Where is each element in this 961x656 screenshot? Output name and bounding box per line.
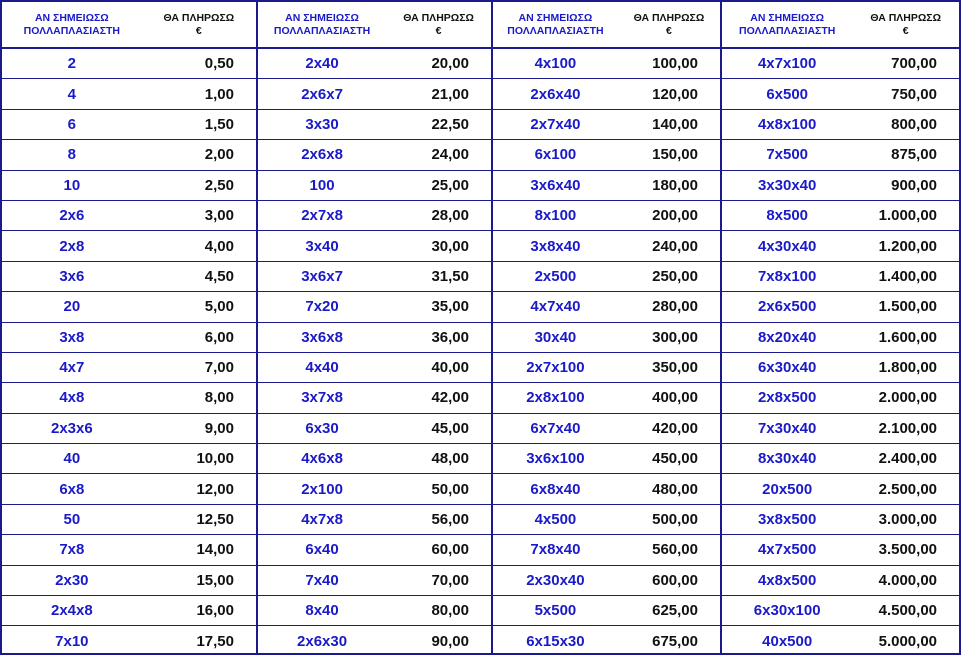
payout-cell: 5,00 <box>142 292 256 322</box>
payout-table <box>258 2 491 656</box>
payout-cell: 10,00 <box>142 444 256 474</box>
table-row <box>258 413 491 443</box>
multiplier-cell: 40 <box>2 444 142 474</box>
payout-cell: 22,50 <box>386 109 491 139</box>
table-row <box>258 474 491 504</box>
table-row <box>493 322 720 352</box>
table-row <box>2 200 256 230</box>
multiplier-cell: 6x8 <box>2 474 142 504</box>
table-row <box>493 383 720 413</box>
euro-symbol: € <box>195 24 202 37</box>
payout-cell: 8,00 <box>142 383 256 413</box>
table-row <box>258 231 491 261</box>
multiplier-cell: 2x6x30 <box>297 632 348 650</box>
table-row <box>2 48 256 79</box>
table-row <box>2 596 256 626</box>
payout-cell: 700,00 <box>852 48 959 79</box>
table-row <box>493 109 720 139</box>
table-row <box>493 48 720 79</box>
table-row <box>722 140 959 170</box>
table-row <box>722 231 959 261</box>
table-row <box>2 170 256 200</box>
multiplier-cell: 2x7x8 <box>258 200 386 230</box>
table-row <box>258 48 491 79</box>
multiplier-header-line2: ΠΟΛΛΑΠΛΑΣΙΑΣΤΗ <box>273 24 371 37</box>
multiplier-cell: 2x7x40 <box>493 109 618 139</box>
table-row <box>258 535 491 565</box>
payout-cell: 1.000,00 <box>852 200 959 230</box>
payout-column-header <box>618 2 720 48</box>
table-row <box>493 444 720 474</box>
payout-cell: 6,00 <box>142 322 256 352</box>
payout-cell: 1.500,00 <box>852 292 959 322</box>
table-row <box>722 79 959 109</box>
table-row <box>2 109 256 139</box>
multiplier-cell: 2x8x100 <box>493 383 618 413</box>
multiplier-cell: 4x7x100 <box>722 48 852 79</box>
multiplier-cell: 3x8x40 <box>493 231 618 261</box>
payout-cell: 2.400,00 <box>852 444 959 474</box>
payout-cell: 625,00 <box>618 596 720 626</box>
payout-column-header <box>142 2 256 48</box>
payout-cell: 240,00 <box>618 231 720 261</box>
payout-header-line1: ΘΑ ΠΛΗΡΩΣΩ <box>870 11 942 24</box>
multiplier-cell: 4x8 <box>2 383 142 413</box>
table-row <box>493 170 720 200</box>
multiplier-cell: 40x500 <box>762 632 813 650</box>
payout-cell: 28,00 <box>386 200 491 230</box>
multiplier-cell: 8x100 <box>493 200 618 230</box>
table-row <box>2 504 256 534</box>
multiplier-cell: 7x8x40 <box>493 535 618 565</box>
multiplier-cell: 4x7x8 <box>258 504 386 534</box>
multiplier-header-line2: ΠΟΛΛΑΠΛΑΣΙΑΣΤΗ <box>739 24 836 37</box>
multiplier-cell: 2x3x6 <box>2 413 142 443</box>
payout-section-3 <box>491 0 722 655</box>
multiplier-cell: 6x30 <box>258 413 386 443</box>
payout-cell: 40,00 <box>386 352 491 382</box>
payout-cell: 30,00 <box>386 231 491 261</box>
table-row <box>493 292 720 322</box>
payout-table <box>493 2 720 656</box>
table-row <box>493 413 720 443</box>
payout-cell: 48,00 <box>386 444 491 474</box>
payout-cell: 450,00 <box>618 444 720 474</box>
payout-column-header <box>386 2 491 48</box>
payout-cell: 350,00 <box>618 352 720 382</box>
table-row <box>493 474 720 504</box>
table-row <box>258 565 491 595</box>
payout-cell: 35,00 <box>386 292 491 322</box>
payout-cell: 150,00 <box>618 140 720 170</box>
multiplier-cell: 3x6x8 <box>258 322 386 352</box>
multiplier-cell: 4x7 <box>2 352 142 382</box>
multiplier-cell: 6x30x40 <box>722 352 852 382</box>
payout-cell: 120,00 <box>618 79 720 109</box>
payout-cell: 4,50 <box>142 261 256 291</box>
payout-cell: 14,00 <box>142 535 256 565</box>
multiplier-cell: 10 <box>2 170 142 200</box>
payout-cell: 420,00 <box>618 413 720 443</box>
payout-cell: 25,00 <box>386 170 491 200</box>
payout-cell: 3,00 <box>142 200 256 230</box>
payout-cell: 4.500,00 <box>852 596 959 626</box>
table-row <box>258 444 491 474</box>
header-row <box>258 2 491 48</box>
table-row <box>258 79 491 109</box>
payout-cell: 9,00 <box>142 413 256 443</box>
table-row <box>722 413 959 443</box>
payout-cell: 90,00 <box>431 632 469 650</box>
payout-cell: 2.100,00 <box>852 413 959 443</box>
multiplier-cell: 2x8 <box>2 231 142 261</box>
header-row <box>2 2 256 48</box>
payout-header-line1: ΘΑ ΠΛΗΡΩΣΩ <box>163 11 235 24</box>
table-row <box>722 170 959 200</box>
multiplier-cell: 4x8x100 <box>722 109 852 139</box>
table-row <box>493 535 720 565</box>
multiplier-column-header <box>2 2 142 48</box>
multiplier-cell: 8 <box>2 140 142 170</box>
table-row <box>2 261 256 291</box>
table-row <box>2 140 256 170</box>
multiplier-cell: 2x6x40 <box>493 79 618 109</box>
header-row <box>722 2 959 48</box>
payout-cell: 80,00 <box>386 596 491 626</box>
payout-header-line1: ΘΑ ΠΛΗΡΩΣΩ <box>633 11 705 24</box>
table-row <box>493 140 720 170</box>
multiplier-cell: 2 <box>2 48 142 79</box>
multiplier-cell: 2x6x500 <box>722 292 852 322</box>
payout-cell: 100,00 <box>618 48 720 79</box>
multiplier-cell: 8x40 <box>258 596 386 626</box>
multiplier-cell: 2x6 <box>2 200 142 230</box>
multiplier-cell: 6x40 <box>258 535 386 565</box>
table-row <box>722 444 959 474</box>
euro-symbol: € <box>666 24 672 37</box>
multiplier-cell: 2x40 <box>258 48 386 79</box>
table-row <box>722 109 959 139</box>
table-row <box>2 322 256 352</box>
table-row <box>258 170 491 200</box>
table-row <box>722 48 959 79</box>
table-row <box>493 504 720 534</box>
payout-cell: 4.000,00 <box>852 565 959 595</box>
payout-cell: 21,00 <box>386 79 491 109</box>
table-row <box>2 626 256 656</box>
payout-cell: 0,50 <box>142 48 256 79</box>
payout-cell: 20,00 <box>386 48 491 79</box>
payout-cell: 200,00 <box>618 200 720 230</box>
payout-section-2 <box>256 0 493 655</box>
payout-cell: 250,00 <box>618 261 720 291</box>
multiplier-header-line1: ΑΝ ΣΗΜΕΙΩΣΩ <box>285 11 359 24</box>
table-row <box>722 322 959 352</box>
table-row <box>258 626 491 656</box>
multiplier-cell: 7x40 <box>258 565 386 595</box>
multiplier-cell: 3x7x8 <box>258 383 386 413</box>
payout-cell: 16,00 <box>142 596 256 626</box>
multiplier-cell: 3x6x100 <box>493 444 618 474</box>
multiplier-cell: 6x30x100 <box>722 596 852 626</box>
table-row <box>722 200 959 230</box>
payout-cell: 3.000,00 <box>852 504 959 534</box>
multiplier-cell: 2x30 <box>2 565 142 595</box>
multiplier-cell: 2x8x500 <box>722 383 852 413</box>
multiplier-cell: 6x8x40 <box>493 474 618 504</box>
multiplier-column-header <box>493 2 618 48</box>
table-row <box>2 79 256 109</box>
table-row <box>2 231 256 261</box>
table-row <box>2 383 256 413</box>
payout-cell: 400,00 <box>618 383 720 413</box>
table-row <box>722 596 959 626</box>
multiplier-cell: 2x500 <box>493 261 618 291</box>
table-row <box>258 200 491 230</box>
multiplier-cell: 2x6x8 <box>258 140 386 170</box>
payout-cell: 800,00 <box>852 109 959 139</box>
multiplier-cell: 2x4x8 <box>2 596 142 626</box>
table-row <box>493 261 720 291</box>
euro-symbol: € <box>902 24 909 37</box>
multiplier-header-line2: ΠΟΛΛΑΠΛΑΣΙΑΣΤΗ <box>23 24 120 37</box>
table-row <box>722 352 959 382</box>
table-row <box>258 322 491 352</box>
multiplier-cell: 4x30x40 <box>722 231 852 261</box>
table-row <box>722 565 959 595</box>
payout-cell: 750,00 <box>852 79 959 109</box>
payout-cell: 17,50 <box>196 632 234 650</box>
table-row <box>2 474 256 504</box>
multiplier-header-line2: ΠΟΛΛΑΠΛΑΣΙΑΣΤΗ <box>507 24 604 37</box>
table-row <box>493 79 720 109</box>
euro-symbol: € <box>435 24 442 37</box>
multiplier-cell: 3x30 <box>258 109 386 139</box>
table-row <box>722 261 959 291</box>
multiplier-cell: 3x6x40 <box>493 170 618 200</box>
payout-cell: 1.800,00 <box>852 352 959 382</box>
multiplier-cell: 3x6 <box>2 261 142 291</box>
payout-cell: 31,50 <box>386 261 491 291</box>
payout-cell: 500,00 <box>618 504 720 534</box>
multiplier-cell: 6x100 <box>493 140 618 170</box>
payout-cell: 280,00 <box>618 292 720 322</box>
payout-cell: 560,00 <box>618 535 720 565</box>
payout-section-1 <box>0 0 258 655</box>
table-row <box>2 352 256 382</box>
payout-cell: 24,00 <box>386 140 491 170</box>
multiplier-cell: 20 <box>2 292 142 322</box>
payout-cell: 3.500,00 <box>852 535 959 565</box>
payout-cell: 12,50 <box>142 504 256 534</box>
multiplier-cell: 6x500 <box>722 79 852 109</box>
multiplier-cell: 4x6x8 <box>258 444 386 474</box>
payout-cell: 4,00 <box>142 231 256 261</box>
payout-cell: 1.400,00 <box>852 261 959 291</box>
payout-cell: 42,00 <box>386 383 491 413</box>
multiplier-header-line1: ΑΝ ΣΗΜΕΙΩΣΩ <box>34 11 109 24</box>
payout-cell: 900,00 <box>852 170 959 200</box>
table-row <box>493 596 720 626</box>
table-row <box>258 140 491 170</box>
multiplier-cell: 5x500 <box>493 596 618 626</box>
multiplier-cell: 7x20 <box>258 292 386 322</box>
multiplier-cell: 8x30x40 <box>722 444 852 474</box>
multiplier-cell: 4x100 <box>493 48 618 79</box>
payout-cell: 36,00 <box>386 322 491 352</box>
table-row <box>2 535 256 565</box>
table-row <box>258 352 491 382</box>
payout-cell: 45,00 <box>386 413 491 443</box>
multiplier-cell: 4x7x40 <box>493 292 618 322</box>
multiplier-cell: 50 <box>2 504 142 534</box>
multiplier-cell: 6x15x30 <box>526 632 585 650</box>
payout-cell: 2.500,00 <box>852 474 959 504</box>
payout-cell: 70,00 <box>386 565 491 595</box>
multiplier-cell: 7x10 <box>55 632 89 650</box>
payout-cell: 140,00 <box>618 109 720 139</box>
table-row <box>258 504 491 534</box>
payout-section-4 <box>720 0 961 655</box>
header-row <box>493 2 720 48</box>
payout-cell: 1,00 <box>142 79 256 109</box>
table-row <box>2 413 256 443</box>
multiplier-cell: 2x100 <box>258 474 386 504</box>
multiplier-cell: 4x7x500 <box>722 535 852 565</box>
multiplier-cell: 30x40 <box>493 322 618 352</box>
payout-cell: 15,00 <box>142 565 256 595</box>
table-row <box>258 261 491 291</box>
payout-header-line1: ΘΑ ΠΛΗΡΩΣΩ <box>403 11 474 24</box>
payout-cell: 600,00 <box>618 565 720 595</box>
multiplier-cell: 7x8x100 <box>722 261 852 291</box>
payout-cell: 1.600,00 <box>852 322 959 352</box>
payout-cell: 675,00 <box>652 632 698 650</box>
multiplier-cell: 4x40 <box>258 352 386 382</box>
payout-column-header <box>852 2 959 48</box>
table-row <box>2 565 256 595</box>
table-row <box>722 504 959 534</box>
payout-cell: 180,00 <box>618 170 720 200</box>
payout-cell: 875,00 <box>852 140 959 170</box>
payout-table <box>2 2 256 656</box>
table-row <box>258 109 491 139</box>
multiplier-cell: 3x6x7 <box>258 261 386 291</box>
multiplier-cell: 4x500 <box>493 504 618 534</box>
payout-cell: 2,50 <box>142 170 256 200</box>
multiplier-cell: 7x30x40 <box>722 413 852 443</box>
multiplier-cell: 4x8x500 <box>722 565 852 595</box>
payout-cell: 480,00 <box>618 474 720 504</box>
multiplier-column-header <box>258 2 386 48</box>
payout-cell: 300,00 <box>618 322 720 352</box>
multiplier-header-line1: ΑΝ ΣΗΜΕΙΩΣΩ <box>750 11 825 24</box>
multiplier-header-line1: ΑΝ ΣΗΜΕΙΩΣΩ <box>518 11 593 24</box>
table-row <box>722 474 959 504</box>
table-row <box>2 444 256 474</box>
multiplier-cell: 7x500 <box>722 140 852 170</box>
table-row <box>722 626 959 656</box>
payout-cell: 50,00 <box>386 474 491 504</box>
multiplier-column-header <box>722 2 852 48</box>
multiplier-cell: 100 <box>258 170 386 200</box>
multiplier-cell: 2x7x100 <box>493 352 618 382</box>
multiplier-cell: 4 <box>2 79 142 109</box>
table-row <box>258 292 491 322</box>
multiplier-cell: 3x8 <box>2 322 142 352</box>
table-row <box>258 596 491 626</box>
payout-cell: 56,00 <box>386 504 491 534</box>
multiplier-cell: 3x30x40 <box>722 170 852 200</box>
payout-cell: 2,00 <box>142 140 256 170</box>
table-row <box>493 626 720 656</box>
payout-cell: 1,50 <box>142 109 256 139</box>
multiplier-cell: 2x6x7 <box>258 79 386 109</box>
table-row <box>722 292 959 322</box>
multiplier-cell: 20x500 <box>722 474 852 504</box>
table-row <box>493 231 720 261</box>
table-row <box>493 352 720 382</box>
table-row <box>493 200 720 230</box>
payout-cell: 12,00 <box>142 474 256 504</box>
multiplier-cell: 6 <box>2 109 142 139</box>
multiplier-cell: 2x30x40 <box>493 565 618 595</box>
payout-cell: 7,00 <box>142 352 256 382</box>
multiplier-cell: 8x500 <box>722 200 852 230</box>
payout-cell: 2.000,00 <box>852 383 959 413</box>
payout-cell: 5.000,00 <box>878 632 937 650</box>
table-row <box>722 535 959 565</box>
multiplier-cell: 7x8 <box>2 535 142 565</box>
payout-cell: 60,00 <box>386 535 491 565</box>
table-row <box>2 292 256 322</box>
payout-cell: 1.200,00 <box>852 231 959 261</box>
payout-table <box>722 2 959 656</box>
multiplier-cell: 3x8x500 <box>722 504 852 534</box>
multiplier-cell: 6x7x40 <box>493 413 618 443</box>
table-row <box>493 565 720 595</box>
multiplier-cell: 3x40 <box>258 231 386 261</box>
table-row <box>258 383 491 413</box>
multiplier-cell: 8x20x40 <box>722 322 852 352</box>
table-row <box>722 383 959 413</box>
